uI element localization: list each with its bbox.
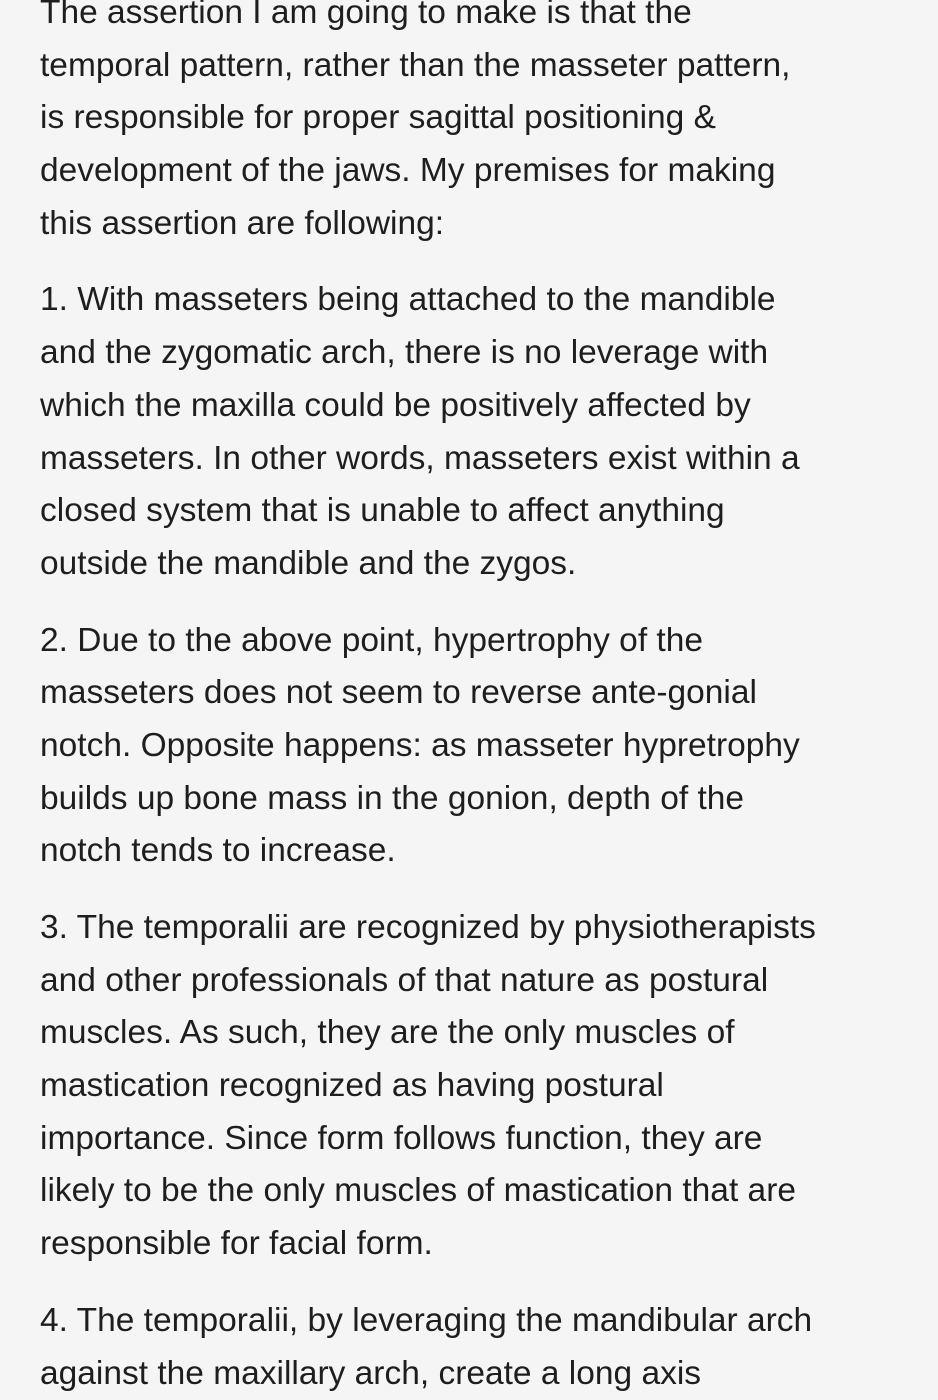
text-line: and other professionals of that nature as postural [40, 955, 920, 1008]
text-line: mastication recognized as having postural [40, 1060, 920, 1113]
text-line: and the zygomatic arch, there is no leverage with [40, 327, 920, 380]
point-1-paragraph [40, 274, 920, 590]
point-3-paragraph [40, 902, 920, 1271]
text-line: temporal pattern, rather than the masseter pattern, [40, 40, 920, 93]
point-2-paragraph [40, 615, 920, 878]
text-line: this assertion are following: [40, 198, 920, 251]
text-line: notch. Opposite happens: as masseter hypretrophy [40, 720, 920, 773]
text-line: 3. The temporalii are recognized by physiotherapists [40, 902, 920, 955]
intro-paragraph [40, 0, 920, 250]
text-line: masseters. In other words, masseters exist within a [40, 433, 920, 486]
text-line: 2. Due to the above point, hypertrophy of the [40, 615, 920, 668]
text-line: builds up bone mass in the gonion, depth of the [40, 773, 920, 826]
text-line: 1. With masseters being attached to the mandible [40, 274, 920, 327]
text-line: which the maxilla could be positively affected by [40, 380, 920, 433]
text-line: is responsible for proper sagittal positioning & [40, 92, 920, 145]
text-line: development of the jaws. My premises for making [40, 145, 920, 198]
text-line: notch tends to increase. [40, 825, 920, 878]
document-body [40, 0, 920, 1400]
text-line: masseters does not seem to reverse ante-gonial [40, 667, 920, 720]
text-line: importance. Since form follows function, they are [40, 1113, 920, 1166]
text-line: responsible for facial form. [40, 1218, 920, 1271]
text-line: 4. The temporalii, by leveraging the mandibular arch [40, 1295, 920, 1348]
text-line: outside the mandible and the zygos. [40, 538, 920, 591]
text-line: likely to be the only muscles of mastication that are [40, 1165, 920, 1218]
text-line: muscles. As such, they are the only muscles of [40, 1007, 920, 1060]
text-line: closed system that is unable to affect anything [40, 485, 920, 538]
point-4-paragraph [40, 1295, 920, 1400]
text-line: The assertion I am going to make is that the [40, 0, 920, 40]
text-line: against the maxillary arch, create a long axis [40, 1348, 920, 1400]
